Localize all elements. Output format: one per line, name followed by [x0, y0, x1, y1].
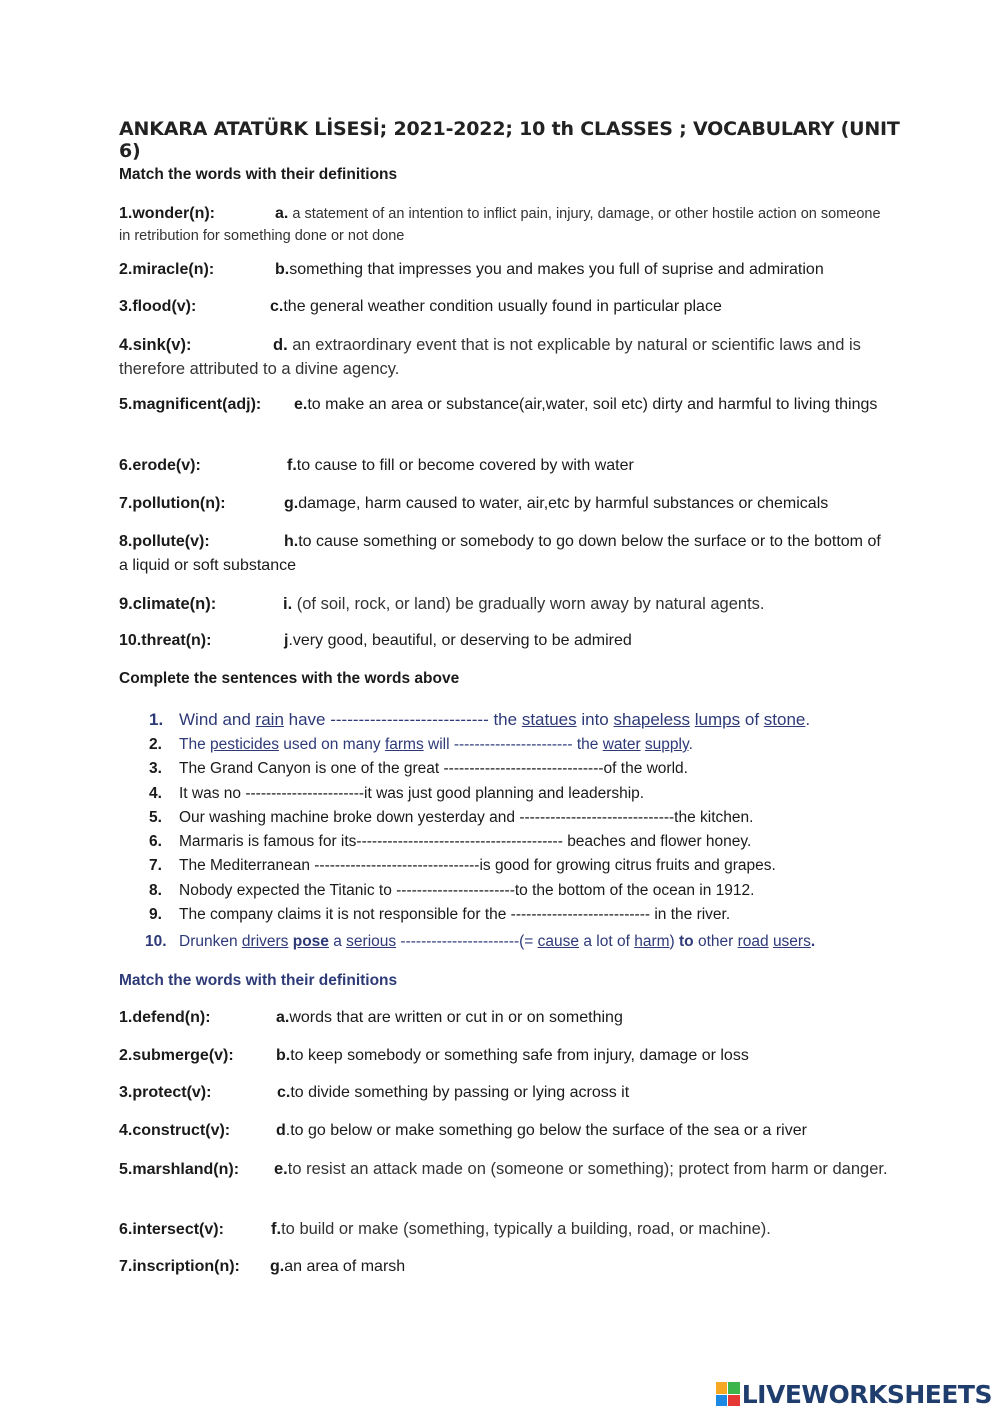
- sentence-number: 5.: [149, 808, 162, 826]
- text: It was no -----------------------it was just good planning and leadership.: [179, 784, 645, 802]
- match-row-4: [119, 333, 889, 381]
- word: 6.erode(v):: [119, 457, 201, 474]
- text: The Mediterranean --------------------------------is good for growing citrus fruits and grapes.: [179, 857, 776, 875]
- sentence-number: 1.: [149, 710, 164, 729]
- text: users: [772, 933, 811, 951]
- letter: a.: [276, 1009, 290, 1026]
- letter: b.: [275, 261, 290, 278]
- word: 1.wonder(n):: [119, 205, 215, 222]
- letter: d.: [273, 336, 288, 354]
- liveworksheets-logo[interactable]: [716, 1378, 992, 1410]
- text: .: [688, 736, 693, 753]
- text: will ----------------------- the: [423, 736, 603, 753]
- word: 5.magnificent(adj):: [119, 396, 262, 413]
- word: 4.construct(v):: [119, 1122, 231, 1139]
- text: of: [740, 710, 764, 729]
- sentence-number: 4.: [149, 784, 162, 802]
- text: used on many: [278, 736, 385, 753]
- word: 2.submerge(v):: [119, 1047, 234, 1064]
- definition: .to go below or make something go below the surface of the sea or a river: [285, 1122, 807, 1139]
- text: rain: [255, 710, 284, 729]
- word: 3.protect(v):: [119, 1084, 212, 1101]
- text: farms: [384, 736, 424, 753]
- logo-block: [728, 1395, 740, 1407]
- definition: (of soil, rock, or land) be gradually worn away by natural agents.: [292, 595, 765, 613]
- letter: b.: [276, 1047, 291, 1064]
- definition: to cause to fill or become covered by with water: [296, 457, 634, 474]
- page-title: ANKARA ATATÜRK LİSESİ; 2021-2022; 10 th CLASSES ; VOCABULARY (UNIT 6): [119, 118, 900, 162]
- logo-text: LIVEWORKSHEETS: [741, 1379, 992, 1409]
- sentence-number: 3.: [149, 760, 162, 778]
- sentence-6: [119, 830, 919, 854]
- text: The company claims it is not responsible for the --------------------------- in the river.: [179, 906, 731, 924]
- word: 7.inscription(n):: [119, 1258, 240, 1275]
- definition: to cause something or somebody to go down below the surface or to the bottom of a liquid or soft substance: [119, 533, 881, 574]
- logo-block: [716, 1382, 728, 1394]
- sentence-3: [119, 757, 919, 781]
- match2-row-2: [119, 1044, 889, 1068]
- text: The: [179, 736, 211, 753]
- definition: something that impresses you and makes you full of suprise and admiration: [289, 261, 824, 278]
- word: 6.intersect(v):: [119, 1221, 224, 1238]
- word: 10.threat(n):: [119, 632, 212, 649]
- sentence-number: 7.: [149, 857, 162, 875]
- section2-heading: Complete the sentences with the words above: [119, 670, 460, 687]
- sentence-number: 6.: [149, 833, 162, 851]
- match-row-2: [119, 258, 889, 282]
- text: .: [805, 710, 811, 729]
- match-row-10: [119, 629, 889, 653]
- definition: .very good, beautiful, or deserving to be admired: [288, 632, 632, 649]
- definition: to resist an attack made on (someone or something); protect from harm or danger.: [287, 1160, 888, 1178]
- text: The Grand Canyon is one of the great -------------------------------of the world.: [179, 760, 688, 778]
- match2-row-3: [119, 1081, 889, 1105]
- section3-heading: Match the words with their definitions: [119, 972, 398, 989]
- match-row-5: [119, 393, 889, 417]
- match-row-8: [119, 530, 889, 578]
- match2-row-1: [119, 1006, 889, 1030]
- match2-row-7: [119, 1255, 889, 1279]
- letter: c.: [277, 1084, 291, 1101]
- letter: a.: [275, 205, 289, 222]
- match2-row-5: [119, 1157, 889, 1182]
- match-row-3: [119, 295, 889, 319]
- text: serious: [346, 933, 397, 951]
- text: drivers: [241, 933, 289, 951]
- definition: an extraordinary event that is not explicable by natural or scientific laws and is therefore attributed to a divine agency.: [119, 336, 861, 378]
- letter: h.: [284, 533, 299, 550]
- sentence-8: [119, 879, 919, 903]
- text: pose: [292, 933, 329, 951]
- text: cause: [537, 933, 580, 951]
- match-row-1: [119, 203, 889, 247]
- letter: f.: [271, 1220, 282, 1238]
- match-row-9: [119, 592, 889, 616]
- word: 8.pollute(v):: [119, 533, 210, 550]
- sentence-1: [119, 706, 919, 733]
- text: harm: [634, 933, 670, 951]
- text: Drunken: [179, 933, 242, 951]
- text: lumps: [694, 710, 741, 729]
- letter: d: [276, 1122, 286, 1139]
- word: 4.sink(v):: [119, 336, 192, 354]
- match2-row-4: [119, 1119, 889, 1143]
- definition: damage, harm caused to water, air,etc by harmful substances or chemicals: [298, 495, 829, 512]
- section1-heading: Match the words with their definitions: [119, 166, 398, 183]
- match-row-7: [119, 492, 889, 516]
- word: 2.miracle(n):: [119, 261, 215, 278]
- text: ): [669, 933, 679, 951]
- logo-block: [728, 1382, 740, 1394]
- sentence-number: 8.: [149, 881, 162, 899]
- definition: the general weather condition usually found in particular place: [283, 298, 722, 315]
- text: -----------------------(=: [396, 933, 538, 951]
- letter: e.: [294, 396, 308, 413]
- definition: to build or make (something, typically a building, road, or machine).: [281, 1220, 771, 1238]
- sentence-4: [119, 782, 919, 806]
- definition: an area of marsh: [284, 1258, 406, 1275]
- sentence-list: [119, 706, 919, 955]
- text: to: [679, 933, 694, 951]
- sentence-number: 2.: [149, 736, 162, 753]
- logo-blocks-icon: [716, 1382, 740, 1406]
- definition: to make an area or substance(air,water, soil etc) dirty and harmful to living things: [307, 396, 878, 413]
- letter: g.: [270, 1258, 285, 1275]
- letter: e.: [274, 1160, 288, 1178]
- text: water: [602, 736, 641, 753]
- definition: to keep somebody or something safe from injury, damage or loss: [290, 1047, 749, 1064]
- text: shapeless: [613, 710, 691, 729]
- text: Nobody expected the Titanic to -----------------------to the bottom of the ocean in 1912.: [179, 881, 755, 899]
- sentence-number: 10.: [145, 933, 167, 951]
- word: 9.climate(n):: [119, 595, 217, 613]
- sentence-5: [119, 806, 919, 830]
- text: road: [737, 933, 769, 951]
- letter: i.: [283, 595, 293, 613]
- text: statues: [521, 710, 577, 729]
- text: pesticides: [210, 736, 279, 753]
- text: have ---------------------------- the: [283, 710, 522, 729]
- text: Our washing machine broke down yesterday and ------------------------------the kitchen.: [179, 808, 754, 826]
- text: Wind and: [179, 710, 256, 729]
- match2-row-6: [119, 1217, 889, 1242]
- word: 1.defend(n):: [119, 1009, 211, 1026]
- text: stone: [763, 710, 806, 729]
- sentence-10: [119, 930, 919, 954]
- letter: f.: [287, 457, 297, 474]
- sentence-number: 9.: [149, 906, 162, 924]
- match-row-6: [119, 454, 889, 478]
- word: 3.flood(v):: [119, 298, 197, 315]
- text: other: [693, 933, 738, 951]
- text: into: [576, 710, 614, 729]
- text: a lot of: [579, 933, 635, 951]
- text: supply: [644, 736, 689, 753]
- sentence-7: [119, 854, 919, 878]
- definition: words that are written or cut in or on something: [289, 1009, 623, 1026]
- definition: to divide something by passing or lying across it: [290, 1084, 630, 1101]
- text: a: [328, 933, 347, 951]
- text: .: [810, 933, 816, 951]
- sentence-9: [119, 903, 919, 927]
- letter: g.: [284, 495, 299, 512]
- letter: c.: [270, 298, 284, 315]
- definition: a statement of an intention to inflict pain, injury, damage, or other hostile action on someone in retribution for something done or not done: [119, 206, 881, 244]
- text: Marmaris is famous for its---------------------------------------- beaches and flower honey.: [179, 833, 752, 851]
- word: 5.marshland(n):: [119, 1161, 240, 1178]
- logo-block: [716, 1395, 728, 1407]
- word: 7.pollution(n):: [119, 495, 226, 512]
- sentence-2: [119, 733, 919, 757]
- letter: j: [284, 632, 289, 649]
